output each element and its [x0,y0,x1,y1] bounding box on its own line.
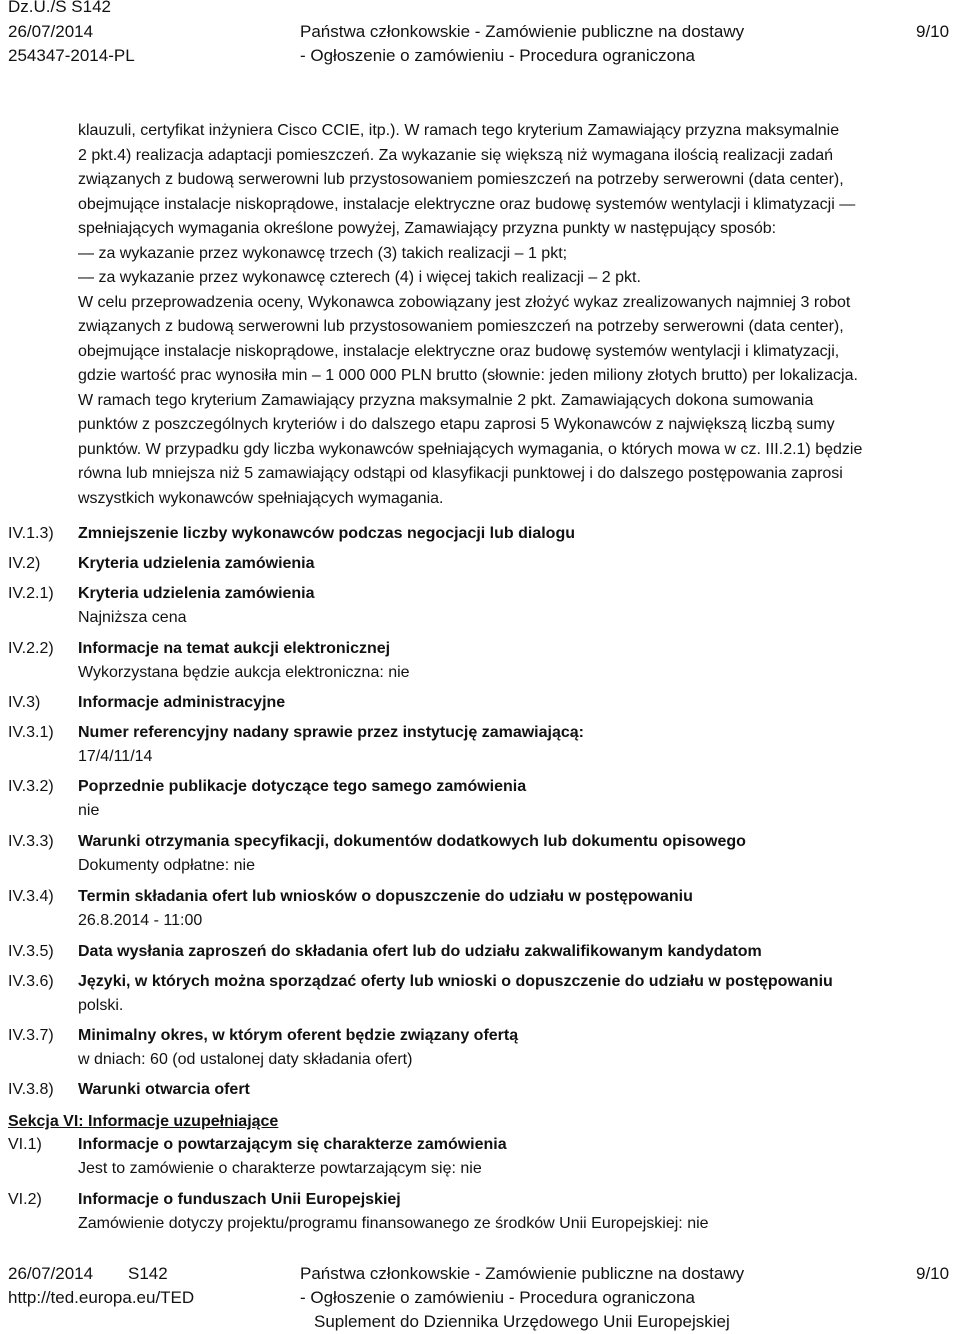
body-line: W celu przeprowadzenia oceny, Wykonawca zobowiązany jest złożyć wykaz zrealizowanych najmniej 3 robot [78,293,851,311]
section-label: IV.3.4) [8,888,54,905]
body-line: klauzuli, certyfikat inżyniera Cisco CCIE, itp.). W ramach tego kryterium Zamawiający przyzna maksymalnie [78,122,840,139]
section-iv-3-6 [78,970,948,1018]
section-label: IV.3) [8,694,41,711]
section-iv-3 [78,691,948,715]
header-title: Państwa członkowskie - Zamówienie publiczne na dostawy [300,22,745,41]
section-label: VI.2) [8,1191,42,1208]
section-title: Informacje o powtarzającym się charakterze zamówienia [78,1136,507,1153]
body-line: punktów. W przypadku gdy liczba wykonawców spełniających wymagania, o których mowa w cz. III.2.1) będzie [78,440,863,458]
section-title: Kryteria udzielenia zamówienia [78,585,315,602]
footer-url[interactable]: http://ted.europa.eu/TED [8,1288,195,1307]
section-title: Poprzednie publikacje dotyczące tego samego zamówienia [78,778,527,795]
body-line: obejmujące instalacje niskoprądowe, instalacje elektryczne oraz budowę systemów wentylacji i klimatyzacji — [78,195,856,213]
section-title: Informacje o funduszach Unii Europejskiej [78,1191,401,1208]
section-vi-1 [78,1133,948,1181]
section-iv-3-1 [78,721,948,769]
section-value: 26.8.2014 - 11:00 [78,912,203,929]
section-vi-2 [78,1188,948,1236]
section-value: nie [78,802,100,819]
body-line: W ramach tego kryterium Zamawiający przyzna maksymalnie 2 pkt. Zamawiających dokona sumowania [78,391,814,409]
section-value: 17/4/11/14 [78,748,153,765]
header-notice-number: 254347-2014-PL [8,46,135,65]
section-title: Minimalny okres, w którym oferent będzie związany ofertą [78,1027,519,1044]
body-line: związanych z budową serwerowni lub przystosowaniem pomieszczeń na potrzeby serwerowni (data center), [78,171,844,188]
section-title: Numer referencyjny nadany sprawie przez instytucję zamawiającą: [78,724,584,741]
section-iv-3-8 [78,1078,948,1102]
body-line: związanych z budową serwerowni lub przystosowaniem pomieszczeń na potrzeby serwerowni (data center), [78,318,844,335]
section-iv-2-1 [78,582,948,630]
footer-supplement: Suplement do Dziennika Urzędowego Unii Europejskiej [314,1312,730,1331]
section-label: IV.3.6) [8,973,54,990]
body-line: równa lub mniejsza niż 5 zamawiający odstąpi od klasyfikacji punktowej i do dalszego postępowania zaprosi [78,465,843,482]
body-line: — za wykazanie przez wykonawcę trzech (3) takich realizacji – 1 pkt; [78,244,568,262]
section-label: IV.1.3) [8,525,54,542]
section-iv-1-3 [78,522,948,546]
body-line: obejmujące instalacje niskoprądowe, instalacje elektryczne oraz budowę systemów wentylacji i klimatyzacji, [78,342,840,360]
section-value: Dokumenty odpłatne: nie [78,857,255,874]
body-line: — za wykazanie przez wykonawcę czterech (4) i więcej takich realizacji – 2 pkt. [78,269,641,286]
footer-code: S142 [128,1264,168,1283]
header-subtitle: - Ogłoszenie o zamówieniu - Procedura ograniczona [300,46,695,65]
section-title: Kryteria udzielenia zamówienia [78,555,315,572]
body-line: gdzie wartość prac wynosiła min – 1 000 000 PLN brutto (słownie: jeden miliony złotych brutto) per lokalizacja. [78,367,858,384]
header-date: 26/07/2014 [8,22,94,41]
section-iv-3-3 [78,830,948,878]
body-line: 2 pkt.4) realizacja adaptacji pomieszczeń. Za wykazanie się większą niż wymagana ilością realizacji zadań [78,146,834,164]
section-label: IV.3.8) [8,1081,54,1098]
section-title: Informacje na temat aukcji elektronicznej [78,640,391,657]
footer-date: 26/07/2014 [8,1264,94,1283]
section-value: Wykorzystana będzie aukcja elektroniczna: nie [78,664,410,681]
section-iv-3-4 [78,885,948,933]
section-title: Warunki otwarcia ofert [78,1081,250,1098]
body-line: wszystkich wykonawców spełniających wymagania. [78,489,444,507]
section-label: IV.3.1) [8,724,54,741]
section-title: Warunki otrzymania specyfikacji, dokumentów dodatkowych lub dokumentu opisowego [78,833,746,850]
section-title: Zmniejszenie liczby wykonawców podczas negocjacji lub dialogu [78,525,575,542]
section-title: Termin składania ofert lub wniosków o dopuszczenie do udziału w postępowaniu [78,888,693,905]
section-iv-2 [78,552,948,576]
footer-subtitle: - Ogłoszenie o zamówieniu - Procedura ograniczona [300,1288,695,1307]
section-label: IV.3.5) [8,943,54,960]
section-label: IV.3.3) [8,833,54,850]
section-label: IV.2.1) [8,585,54,602]
section-value: w dniach: 60 (od ustalonej daty składania ofert) [78,1051,413,1068]
body-line: spełniających wymagania określone powyżej, Zamawiający przyzna punkty w następujący sposób: [78,220,777,237]
section-value: polski. [78,997,124,1014]
section-label: IV.2.2) [8,640,54,657]
body-line: punktów z poszczególnych kryteriów i do dalszego etapu zaprosi 5 Wykonawców z największą liczbą sumy [78,416,835,433]
section-title: Informacje administracyjne [78,694,286,711]
section-label: IV.2) [8,555,41,572]
footer-title: Państwa członkowskie - Zamówienie publiczne na dostawy [300,1264,745,1283]
section-iv-2-2 [78,637,948,685]
section-vi-heading: Sekcja VI: Informacje uzupełniające [8,1113,279,1130]
section-label: IV.3.7) [8,1027,54,1044]
section-iv-3-2 [78,775,948,823]
section-value: Zamówienie dotyczy projektu/programu finansowanego ze środków Unii Europejskiej: nie [78,1215,709,1232]
header-page-number: 9/10 [916,22,950,41]
section-title: Data wysłania zaproszeń do składania ofert lub do udziału zakwalifikowanym kandydatom [78,943,762,960]
header-journal-ref: Dz.U./S S142 [8,0,111,16]
footer-page-number: 9/10 [916,1264,950,1283]
section-iv-3-5 [78,940,948,964]
section-label: IV.3.2) [8,778,54,795]
section-label: VI.1) [8,1136,42,1153]
section-title: Języki, w których można sporządzać oferty lub wnioski o dopuszczenie do udziału w postępowaniu [78,973,833,990]
section-value: Jest to zamówienie o charakterze powtarzającym się: nie [78,1160,482,1177]
section-iv-3-7 [78,1024,948,1072]
section-value: Najniższa cena [78,609,187,626]
body-text [78,119,948,511]
